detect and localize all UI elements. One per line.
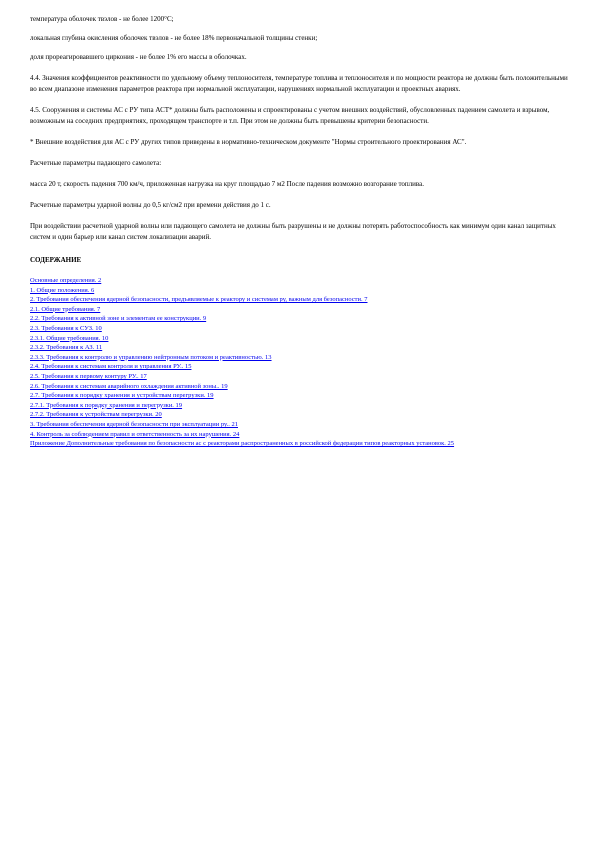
toc-item — [30, 305, 570, 315]
paragraph-zirconium-fraction: доля прореагировавшего циркония - не более 1% его массы в оболочках. — [30, 53, 247, 61]
toc-link-section-2-4[interactable]: 2.4. Требования к системам контроля и управления РУ.. 15 — [30, 363, 192, 371]
toc-link-section-2[interactable]: 2. Требования обеспечения ядерной безопасности, предъявляемые к реактору и системам ру, важным для безопасности. 7 — [30, 296, 368, 304]
toc-link-definitions[interactable]: Основные определения. 2 — [30, 277, 102, 284]
toc-link-section-3[interactable]: 3. Требования обеспечения ядерной безопасности при эксплуатации ру.. 21 — [30, 420, 238, 428]
toc-item — [30, 420, 570, 430]
paragraph-cladding-temperature: температура оболочек твэлов - не более 1200°С; — [30, 15, 174, 23]
toc-link-section-4[interactable]: 4. Контроль за соблюдением правил и ответственность за их нарушения. 24 — [30, 430, 240, 438]
toc-link-section-2-3-3[interactable]: 2.3.3. Требования к контролю и управлению нейтронным потоком и реактивностью. 13 — [30, 353, 272, 361]
toc-item — [30, 391, 570, 401]
toc-link-section-2-1[interactable]: 2.1. Общие требования. 7 — [30, 305, 101, 313]
toc-link-section-2-3-1[interactable]: 2.3.1. Общие требования. 10 — [30, 334, 109, 342]
toc-link-section-2-5[interactable]: 2.5. Требования к первому контуру РУ.. 17 — [30, 372, 147, 380]
table-of-contents — [30, 276, 570, 449]
toc-link-section-2-3-2[interactable]: 2.3.2. Требования к АЗ. 11 — [30, 344, 103, 352]
toc-item — [30, 314, 570, 324]
paragraph-4-5-structures: 4.5. Сооружения и системы АС с РУ типа АСТ* должны быть расположены и спроектированы с учетом внешних воздействий, обусловленных падением самолета и взрывом, возможным на соседних предприятиях, проходящем транспорте и т.п. При этом не должны быть превышены критерии безопасности. — [30, 106, 550, 125]
toc-item — [30, 430, 570, 440]
toc-link-appendix[interactable]: Приложение Дополнительные требования по безопасности ас с реакторами распространенных в российской федерации типов реакторных установок. 25 — [30, 440, 455, 448]
paragraph-aircraft-mass: масса 20 т, скорость падения 700 км/ч, приложенная нагрузка на круг площадью 7 м2 После падения возможно возгорание топлива. — [30, 180, 424, 188]
toc-item — [30, 295, 570, 305]
toc-item — [30, 410, 570, 420]
toc-link-section-2-3[interactable]: 2.3. Требования к СУЗ. 10 — [30, 324, 102, 332]
toc-item — [30, 276, 570, 286]
toc-item — [30, 343, 570, 353]
toc-item — [30, 382, 570, 392]
toc-item — [30, 362, 570, 372]
toc-link-section-2-7-2[interactable]: 2.7.2. Требования к устройствам перегрузки. 20 — [30, 411, 162, 419]
toc-item — [30, 372, 570, 382]
toc-item — [30, 334, 570, 344]
paragraph-shock-wave: Расчетные параметры ударной волны до 0,5 кг/см2 при времени действия до 1 с. — [30, 201, 271, 209]
toc-item — [30, 324, 570, 334]
paragraph-footnote: * Внешние воздействия для АС с РУ других типов приведены в нормативно-техническом документе "Нормы строительного проектирования АС". — [30, 138, 467, 146]
paragraph-oxidation-depth: локальная глубина окисления оболочек твэлов - не более 18% первоначальной толщины стенки; — [30, 34, 318, 42]
toc-link-section-2-7[interactable]: 2.7. Требования к порядку хранения и устройствам перегрузки. 19 — [30, 392, 214, 400]
toc-item — [30, 401, 570, 411]
toc-heading: СОДЕРЖАНИЕ — [30, 256, 82, 264]
paragraph-aircraft-parameters: Расчетные параметры падающего самолета: — [30, 159, 162, 167]
paragraph-impact-requirement: При воздействии расчетной ударной волны или падающего самолета не должны быть разрушены и не должны потерять работоспособность как минимум один канал защитных систем и один барьер или канал систем локализации аварий. — [30, 222, 556, 241]
toc-link-section-1[interactable]: 1. Общие положения. 6 — [30, 286, 95, 294]
toc-link-section-2-7-1[interactable]: 2.7.1. Требования к порядку хранения и перегрузки. 19 — [30, 401, 183, 409]
toc-link-section-2-2[interactable]: 2.2. Требования к активной зоне и элементам ее конструкции. 9 — [30, 315, 207, 323]
toc-item — [30, 353, 570, 363]
toc-item — [30, 286, 570, 296]
toc-item — [30, 439, 570, 449]
document-page — [30, 14, 570, 449]
toc-link-section-2-6[interactable]: 2.6. Требования к системам аварийного охлаждения активной зоны.. 19 — [30, 382, 228, 390]
paragraph-4-4-reactivity: 4.4. Значения коэффициентов реактивности по удельному объему теплоносителя, температуре топлива и теплоносителя и по мощности реактора не должны быть положительными во всем диапазоне изменения параметров реактора при нормальной эксплуатации, нарушениях нормальной эксплуатации и проектных авариях. — [30, 74, 568, 93]
